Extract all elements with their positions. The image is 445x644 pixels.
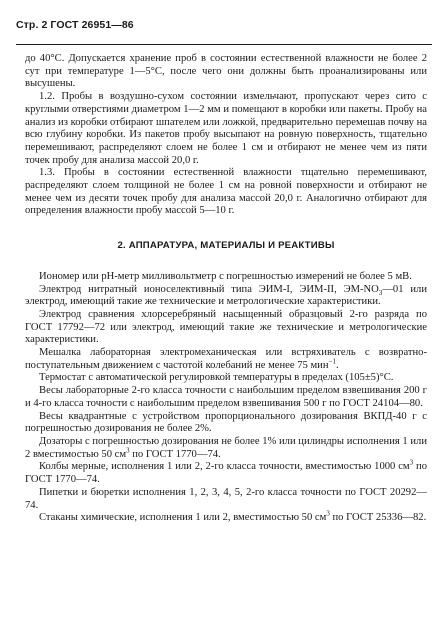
- dispensers-text-a: Дозаторы с погрешностью дозирования не более 1% или цилиндры исполнения 1 или 2 вместимостью 50 см: [25, 435, 427, 460]
- beakers-text-a: Стаканы химические, исполнения 1 или 2, вместимостью 50 см: [39, 512, 327, 524]
- beakers-text-b: по ГОСТ 25336—82.: [329, 512, 427, 524]
- paragraph-thermostat: Термостат с автоматической регулировкой температуры в пределах (105±5)°С.: [39, 372, 394, 384]
- paragraph-stirrer: [25, 347, 427, 372]
- beakers-superscript: 3: [326, 509, 330, 518]
- section-heading: 2. АППАРАТУРА, МАТЕРИАЛЫ И РЕАКТИВЫ: [117, 240, 335, 252]
- document-body: [25, 53, 427, 525]
- paragraph-beakers: [25, 509, 427, 525]
- paragraph-quadrant-balance: Весы квадрантные с устройством пропорционального дозирования ВКПД-40 г с погрешностью дозирования не более 2%.: [25, 410, 427, 435]
- flasks-text-a: Колбы мерные, исполнения 1 или 2, 2-го класса точности, вместимостью 1000 см: [39, 461, 410, 473]
- stirrer-text-b: .: [335, 359, 339, 371]
- electrode-text-a: Электрод нитратный ионоселективный типа ЭИМ-I, ЭИМ-II, ЭМ-NO: [39, 283, 379, 295]
- flasks-superscript: 3: [409, 458, 414, 467]
- paragraph-flasks: [25, 458, 427, 486]
- flasks-text-b: по ГОСТ 1770—74.: [25, 461, 427, 486]
- header-rule: [16, 44, 432, 45]
- paragraph-electrode: [25, 284, 427, 309]
- running-head: Стр. 2 ГОСТ 26951—86: [16, 19, 134, 31]
- paragraph-ionomer: Иономер или рН-метр милливольтметр с погрешностью измерений не более 5 мВ.: [39, 270, 412, 282]
- electrode-text-b: —01 или электрод, имеющий такие же технические и метрологические характеристики.: [25, 283, 428, 308]
- paragraph-1-2: 1.2. Пробы в воздушно-сухом состоянии измельчают, пропускают через сито с круглыми отверстиями диаметром 1—2 мм и помещают в коробки или пакеты. Пробу на анализ из коробки отбирают шпателем или ложкой, предварительно перемешав почву на всю глубину коробки. Из пакетов пробу высыпают на ровную поверхность, тщательно перемешивают, распределяют слоем не более 1 см и отбирают не менее чем из пяти точек пробу для анализа массой 20,0 г.: [25, 91, 427, 166]
- paragraph-dispensers: [25, 436, 427, 461]
- dispensers-superscript: 3: [126, 446, 130, 455]
- paragraph-1-3: 1.3. Пробы в состоянии естественной влажности тщательно перемешивают, распределяют слоем толщиной не более 1 см на ровной поверхности и отбирают не менее чем из десяти точек пробу для анализа массой 20,0 г. Аналогично отбирают для определения влажности пробу массой 5—10 г.: [25, 167, 427, 217]
- electrode-subscript: 3: [378, 288, 383, 297]
- paragraph-storage: до 40°С. Допускается хранение проб в состоянии естественной влажности не более 2 сут при температуре 1—5°С, после чего они должны быть проанализированы или высушены.: [25, 53, 427, 90]
- stirrer-superscript: −1: [328, 357, 336, 366]
- paragraph-pipettes: Пипетки и бюретки исполнения 1, 2, 3, 4, 5, 2-го класса точности по ГОСТ 20292—74.: [25, 486, 427, 511]
- dispensers-text-b: по ГОСТ 1770—74.: [129, 448, 221, 460]
- paragraph-reference-electrode: Электрод сравнения хлорсеребряный насыщенный образцовый 2-го разряда по ГОСТ 17792—72 или электрод, имеющий такие же технические и метрологические характеристики.: [25, 308, 427, 346]
- paragraph-balance: Весы лабораторные 2-го класса точности с наибольшим пределом взвешивания 200 г и 4-го класса точности с наибольшим пределом взвешивания 500 г по ГОСТ 24104—80.: [25, 385, 427, 409]
- stirrer-text-a: Мешалка лабораторная электромеханическая или встряхиватель с возвратно-поступательным движением с частотой колебаний не менее 75 мин: [25, 347, 427, 371]
